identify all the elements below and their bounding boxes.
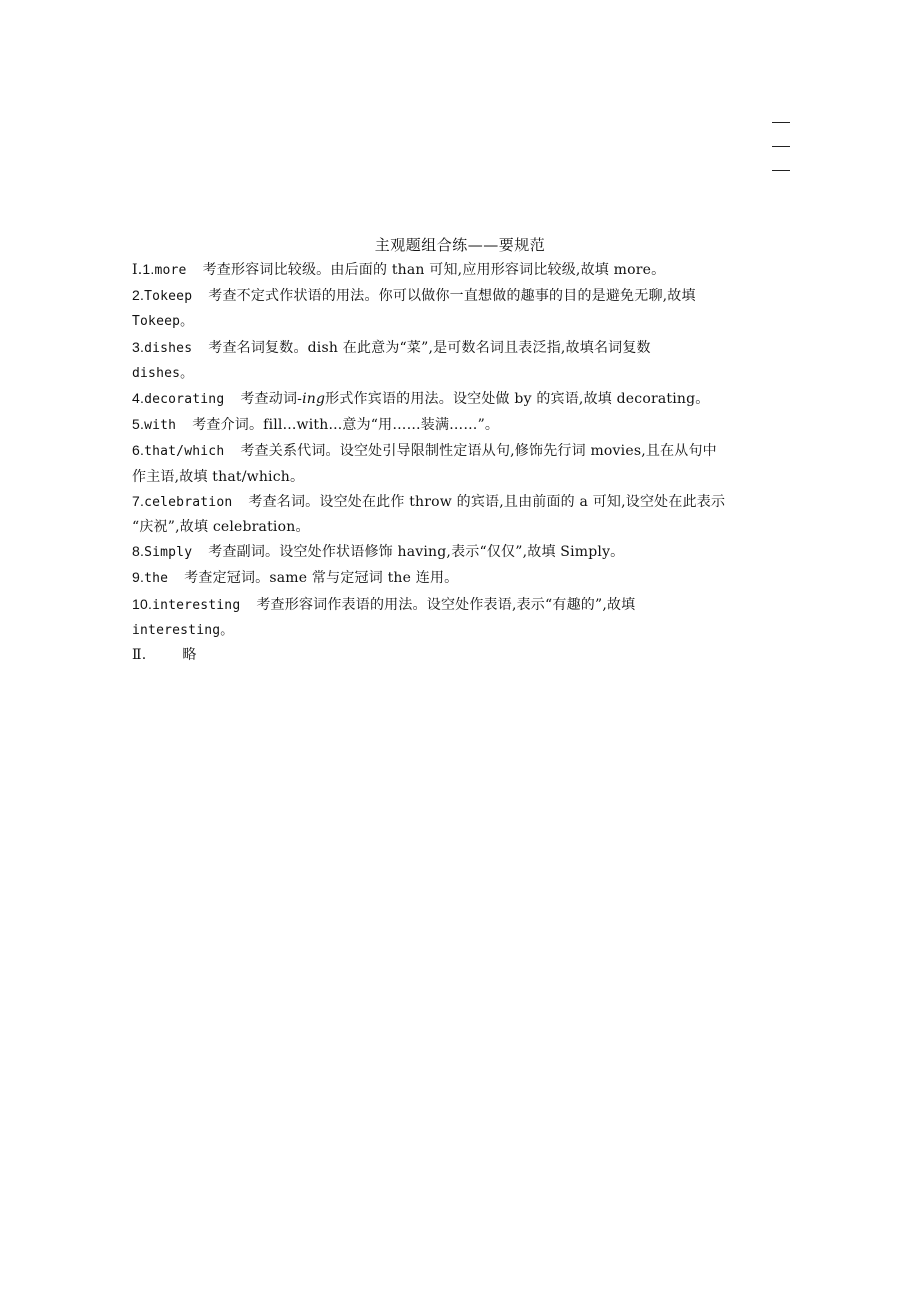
section-2-text: 略 (182, 647, 197, 664)
section-1-label: Ⅰ. (132, 262, 143, 278)
page-title: 主观题组合练——要规范 (374, 236, 546, 254)
item-answer: decorating (144, 392, 225, 408)
answer-item-9 (132, 565, 792, 591)
item-explanation: 考查动词- (240, 391, 303, 408)
item-number: 1. (142, 261, 155, 277)
item-number: 3. (132, 338, 145, 355)
item-answer: Simply (144, 545, 193, 561)
item-number: 6. (132, 442, 145, 459)
item-continuation: Tokeep。 (132, 314, 194, 330)
item-explanation: 考查名词复数。dish 在此意为“菜”,是可数名词且表泛指,故填名词复数 (208, 339, 651, 356)
item-continuation: dishes。 (132, 365, 194, 381)
item-number: 5. (132, 416, 145, 433)
answer-list (132, 257, 792, 667)
dash-line (772, 146, 790, 147)
item-explanation: 考查形容词作表语的用法。设空处作表语,表示“有趣的”,故填 (256, 596, 636, 613)
item-explanation: 考查介词。fill...with...意为“用……装满……”。 (192, 417, 500, 434)
answer-item-10 (132, 592, 792, 618)
answer-item-2 (132, 283, 792, 309)
item-answer: Tokeep (144, 289, 193, 305)
item-number: 10. (132, 595, 153, 612)
item-explanation: 形式作宾语的用法。设空处做 by 的宾语,故填 decorating。 (325, 391, 710, 408)
item-number: 8. (132, 543, 145, 560)
answer-item-7-cont (132, 515, 792, 539)
answer-item-10-cont (132, 618, 792, 643)
item-explanation: 考查关系代词。设空处引导限制性定语从句,修饰先行词 movies,且在从句中 (240, 443, 717, 460)
answer-item-2-cont (132, 309, 792, 334)
answer-item-6 (132, 438, 792, 464)
item-explanation: 考查名词。设空处在此作 throw 的宾语,且由前面的 a 可知,设空处在此表示 (248, 493, 726, 510)
item-number: 2. (132, 287, 145, 304)
answer-item-6-cont (132, 465, 792, 489)
item-continuation: “庆祝”,故填 celebration。 (132, 519, 310, 536)
answer-item-3 (132, 335, 792, 361)
item-answer: interesting (152, 597, 241, 613)
item-continuation: interesting。 (132, 622, 234, 638)
dash-line (772, 170, 790, 171)
item-explanation-italic: ing (302, 391, 326, 408)
section-2 (132, 643, 792, 667)
answer-item-8 (132, 539, 792, 565)
item-answer: more (154, 263, 187, 278)
item-continuation: 作主语,故填 that/which。 (132, 468, 305, 485)
item-explanation: 考查形容词比较级。由后面的 than 可知,应用形容词比较级,故填 more。 (202, 262, 666, 278)
item-number: 4. (132, 390, 145, 407)
item-answer: dishes (144, 340, 193, 356)
answer-item-7 (132, 489, 792, 515)
item-number: 7. (132, 492, 145, 509)
header-dashes (772, 122, 790, 194)
answer-item-1 (132, 257, 792, 283)
item-answer: the (144, 571, 169, 587)
item-answer: that/which (144, 444, 225, 460)
dash-line (772, 122, 790, 123)
item-answer: celebration (144, 494, 233, 510)
answer-item-5 (132, 412, 792, 438)
answer-item-4 (132, 386, 792, 412)
item-explanation: 考查定冠词。same 常与定冠词 the 连用。 (184, 570, 459, 587)
item-number: 9. (132, 569, 145, 586)
item-explanation: 考查不定式作状语的用法。你可以做你一直想做的趣事的目的是避免无聊,故填 (208, 288, 696, 305)
answer-item-3-cont (132, 361, 792, 386)
item-answer: with (144, 418, 177, 434)
item-explanation: 考查副词。设空处作状语修饰 having,表示“仅仅”,故填 Simply。 (208, 544, 625, 561)
section-2-label: Ⅱ. (132, 647, 147, 664)
